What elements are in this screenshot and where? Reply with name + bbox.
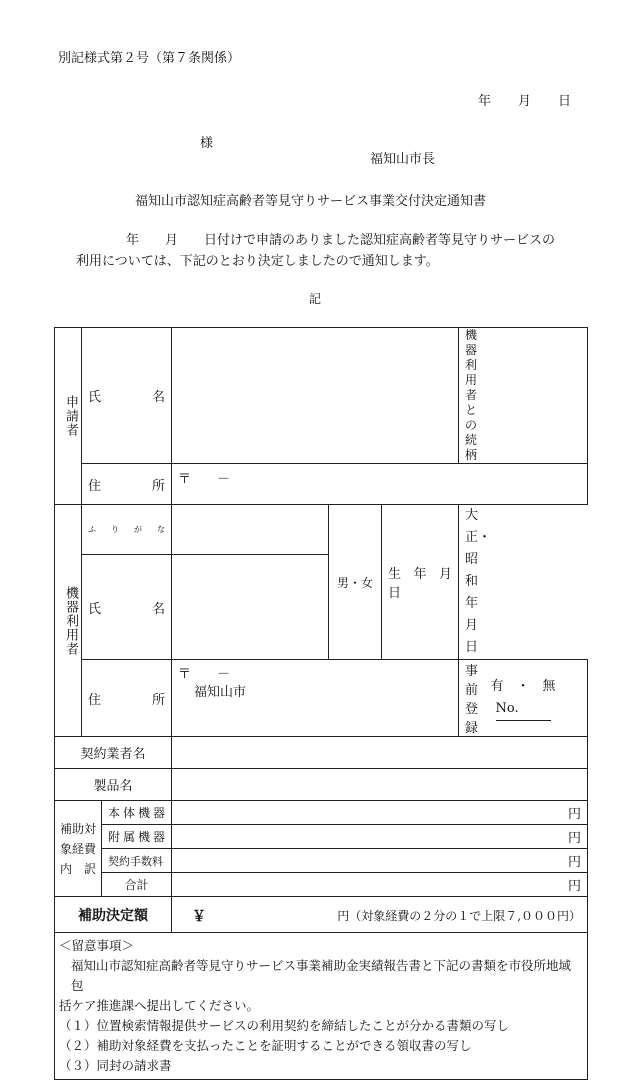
- product-label: 製品名: [55, 769, 172, 801]
- ki-heading: 記: [309, 292, 322, 306]
- issuer: 福知山市長: [370, 152, 436, 167]
- user-name-label: 氏 名: [82, 555, 172, 660]
- subsidy-row-amount[interactable]: 円: [172, 825, 588, 849]
- user-name-field[interactable]: [172, 555, 329, 660]
- applicant-name-label: 氏 名: [82, 328, 172, 464]
- body-line-1: 年 月 日付けで申請のありました認知症高齢者等見守りサービスの: [126, 233, 556, 248]
- user-postal-mark: 〒 －: [178, 667, 231, 682]
- subsidy-total-label: 合計: [102, 873, 172, 897]
- subsidy-row-label: 附属機器: [102, 825, 172, 849]
- user-group-label: 機器利用者: [55, 505, 82, 737]
- subsidy-row-amount[interactable]: 円: [172, 801, 588, 825]
- date-month: 月: [518, 94, 532, 109]
- user-address-field[interactable]: [172, 660, 459, 737]
- relation-field[interactable]: [459, 328, 588, 464]
- subsidy-row-label: 本体機器: [102, 801, 172, 825]
- furigana-label: ふ り が な: [82, 505, 172, 555]
- decision-amount-field[interactable]: [172, 897, 588, 933]
- furigana-field[interactable]: [172, 505, 329, 555]
- subsidy-row-amount[interactable]: 円: [172, 849, 588, 873]
- subsidy-group-label: 補助対 象経費 内 訳: [55, 801, 102, 897]
- recipient-suffix: 様: [200, 136, 214, 151]
- applicant-group-label: 申請者: [55, 328, 82, 505]
- notes-item: （３）同封の請求書: [59, 1058, 172, 1073]
- notes-item: （２）補助対象経費を支払ったことを証明することができる領収書の写し: [59, 1038, 472, 1053]
- form-number: 別記様式第２号（第７条関係）: [58, 51, 241, 66]
- date-year: 年: [478, 94, 492, 109]
- postal-mark: 〒 －: [178, 472, 231, 487]
- date-day: 日: [558, 94, 572, 109]
- prereg-choice[interactable]: 有 ・ 無: [490, 678, 556, 694]
- notes-intro: 福知山市認知症高齢者等見守りサービス事業補助金実績報告書と下記の書類を市役所地域包: [71, 958, 572, 993]
- yen-mark: ￥: [192, 909, 207, 925]
- notes-header: ＜留意事項＞: [59, 938, 135, 953]
- user-city: 福知山市: [194, 685, 247, 700]
- user-address-label: 住 所: [82, 660, 172, 737]
- prereg-no: No.: [496, 698, 551, 721]
- decision-label: 補助決定額: [55, 897, 172, 933]
- applicant-address-label: 住 所: [82, 464, 172, 505]
- notes-item: （１）位置検索情報提供サービスの利用契約を締結したことが分かる書類の写し: [59, 1018, 510, 1033]
- product-field[interactable]: [172, 769, 588, 801]
- document-title: 福知山市認知症高齢者等見守りサービス事業交付決定通知書: [135, 194, 487, 209]
- subsidy-row-label: 契約手数料: [102, 849, 172, 873]
- notes-box: [55, 933, 588, 1080]
- vendor-field[interactable]: [172, 737, 588, 769]
- application-table: 申請者 氏 名 機器利用者 と の 続 柄 住 所 〒 － 機器利用者 ふ り が な 男・女 生 年 月 日 大正・昭和 年 月 日 氏 名 住 所 〒 － 福知山市 事 前 登 録 有 ・ 無 No. 契約業者名 製品名 補助対 象経費 内 訳 本体機器 円 附属機器 円 契約手数料 円 合計 円 補助決定額 ￥ 円（対象経費の２分の１で上限７,０００円） ＜留意事項＞ 福知山市認知症高齢者等見守りサービス事業補助金実績報告書と下記の書類を市役所地域包 括ケア推進課へ提出してください。 （１）位置検索情報提供サービスの利用契約を締結したことが分かる書類の写し （２）補助対象経費を支払ったことを証明することができる領収書の写し （３）同封の請求書: [54, 327, 588, 1080]
- subsidy-total-amount[interactable]: 円: [172, 873, 588, 897]
- applicant-name-field[interactable]: [172, 328, 459, 464]
- vendor-label: 契約業者名: [55, 737, 172, 769]
- applicant-address-field[interactable]: [172, 464, 588, 505]
- decision-note: 円（対象経費の２分の１で上限７,０００円）: [337, 909, 582, 923]
- body-line-2: 利用については、下記のとおり決定しましたので通知します。: [76, 254, 439, 269]
- sex-choice[interactable]: 男・女: [329, 505, 382, 660]
- notes-intro-cont: 括ケア推進課へ提出してください。: [59, 998, 260, 1013]
- birth-label: 生 年 月 日: [382, 505, 459, 660]
